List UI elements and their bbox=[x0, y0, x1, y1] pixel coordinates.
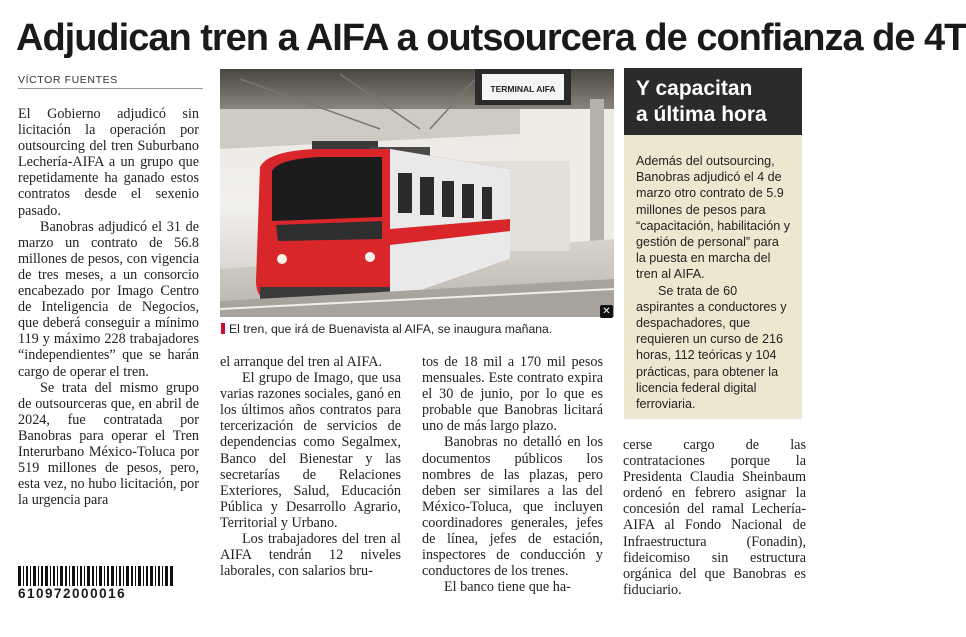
sidebar-title-line: Y capacitan bbox=[636, 77, 753, 100]
paragraph: Se trata del mismo grupo de outsourceras que, en abril de 2024, fue contratada por Banobras para operar el Tren Interurbano México-Toluca por 519 millones de pesos, pero, esta vez, no hubo licitación, por la urgencia para bbox=[18, 379, 199, 509]
article-column-3 bbox=[422, 354, 603, 595]
sidebar-title bbox=[624, 68, 802, 135]
sidebar-body bbox=[624, 135, 802, 419]
close-icon[interactable]: ✕ bbox=[600, 305, 613, 318]
sidebar-paragraph: Se trata de 60 aspirantes a conductores y despachadores, que requieren un curso de 216 horas, 112 teóricas y 104 prácticas, para obtener la licencia federal digital ferroviaria. bbox=[636, 283, 787, 412]
caption-marker bbox=[221, 323, 225, 334]
barcode-icon bbox=[18, 566, 173, 586]
terminal-sign: TERMINAL AIFA bbox=[490, 84, 556, 94]
paragraph: Banobras adjudicó el 31 de marzo un contrato de 56.8 millones de pesos, con vigencia de tres meses, a un consorcio encabezado por Imago Centro de Inteligencia de Negocios, que deberá conseguir a mínimo 119 y máximo 228 trabajadores “independientes” que se harán cargo de operar el tren. bbox=[18, 218, 199, 380]
train-photo bbox=[220, 69, 614, 317]
article-column-4 bbox=[623, 437, 806, 598]
paragraph: El banco tiene que ha- bbox=[444, 579, 571, 596]
article-column-2 bbox=[220, 354, 401, 579]
paragraph: El Gobierno adjudicó sin licitación la operación por outsourcing del tren Suburbano Lechería-AIFA a un grupo que repetidamente ha ganado estos contratos desde el sexenio pasado. bbox=[18, 106, 199, 219]
paragraph: tos de 18 mil a 170 mil pesos mensuales. Este contrato expira el 30 de junio, por lo que es probable que Banobras licitará uno de más largo plazo. bbox=[422, 354, 603, 435]
photo-caption bbox=[221, 322, 613, 336]
article-column-1 bbox=[18, 106, 199, 508]
barcode-number: 610972000016 bbox=[18, 586, 127, 601]
paragraph: Los trabajadores del tren al AIFA tendrán 12 niveles laborales, con salarios bru- bbox=[220, 531, 401, 580]
byline: VÍCTOR FUENTES bbox=[18, 74, 203, 89]
sidebar-paragraph: Además del outsourcing, Banobras adjudicó el 4 de marzo otro contrato de 5.9 millones de pesos para “capacitación, habilitación y gestión de personal” para la puesta en marcha del tren al AIFA. bbox=[636, 154, 791, 282]
paragraph: El grupo de Imago, que usa varias razones sociales, ganó en los últimos años contratos para tercerización de servicios de dependencias como Segalmex, Banco del Bienestar y las secretarías de Relaciones Exteriores, Salud, Educación Pública y Desarrollo Agrario, Territorial y Urbano. bbox=[220, 370, 401, 531]
paragraph: el arranque del tren al AIFA. bbox=[220, 354, 383, 370]
train-illustration bbox=[220, 69, 614, 317]
headline: Adjudican tren a AIFA a outsourcera de confianza de 4T bbox=[16, 17, 966, 59]
paragraph: cerse cargo de las contrataciones porque la Presidenta Claudia Sheinbaum ordenó en febrero asignar la concesión del ramal Lechería-AIFA al Fondo Nacional de Infraestructura (Fonadin), fideicomiso sin estructura orgánica del que Banobras es fiduciario. bbox=[623, 437, 806, 598]
paragraph: Banobras no detalló en los documentos públicos los nombres de las plazas, pero deben ser similares a las del México-Toluca, que incluyen coordinadores generales, jefes de línea, jefes de estación, inspectores de conducción y conductores de los trenes. bbox=[422, 434, 603, 580]
sidebar-title-line: a última hora bbox=[636, 103, 767, 126]
caption-text: El tren, que irá de Buenavista al AIFA, se inaugura mañana. bbox=[229, 322, 553, 336]
